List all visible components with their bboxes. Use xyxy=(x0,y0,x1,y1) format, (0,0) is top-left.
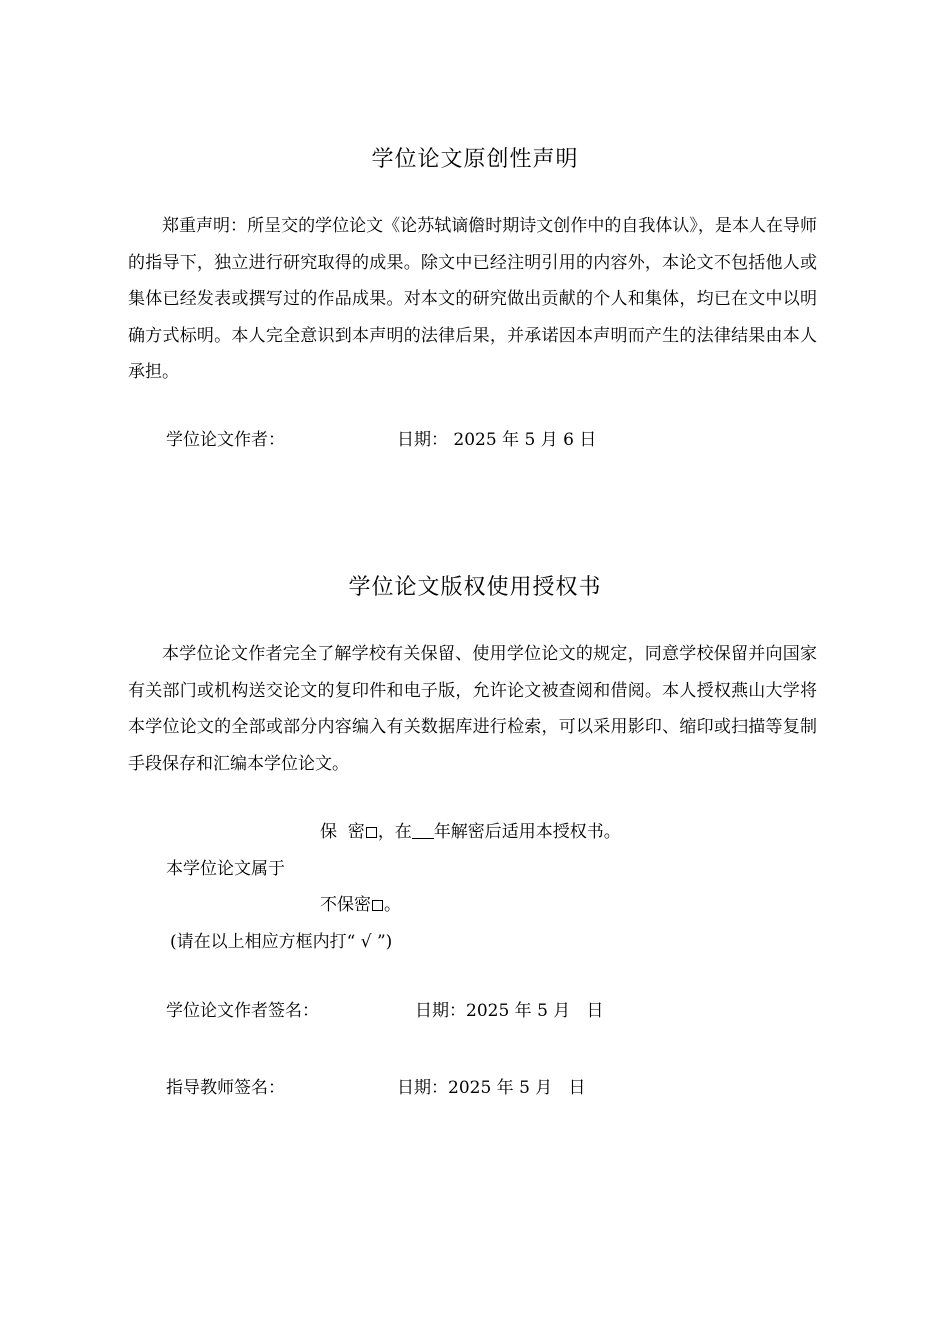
non-secret-checkbox[interactable] xyxy=(372,900,383,911)
declaration-body: 郑重声明：所呈交的学位论文《论苏轼谪儋时期诗文创作中的自我体认》，是本人在导师的指导下，独立进行研究取得的成果。除文中已经注明引用的内容外，本论文不包括他人或集体已经发表或撰写过的作品成果。对本文的研究做出贡献的个人和集体，均已在文中以明确方式标明。本人完全意识到本声明的法律后果，并承诺因本声明而产生的法律结果由本人承担。 xyxy=(128,216,817,382)
secret-option-line xyxy=(320,820,621,844)
authorization-title: 学位论文版权使用授权书 xyxy=(348,575,602,600)
secret-checkbox[interactable] xyxy=(366,827,377,838)
secret-suffix-a: ，在 xyxy=(377,822,412,842)
authorization-body: 本学位论文作者完全了解学校有关保留、使用学位论文的规定，同意学校保留并向国家有关部门或机构送交论文的复印件和电子版，允许论文被查阅和借阅。本人授权燕山大学将本学位论文的全部或部分内容编入有关数据库进行检索，可以采用影印、缩印或扫描等复制手段保存和汇编本学位论文。 xyxy=(128,644,817,774)
declaration-title: 学位论文原创性声明 xyxy=(371,147,579,172)
secret-label: 保 密 xyxy=(320,822,365,842)
checkmark-instruction: (请在以上相应方框内打“ √ ”) xyxy=(170,932,393,952)
non-secret-option-line xyxy=(320,893,401,917)
non-secret-suffix: 。 xyxy=(384,895,401,915)
author-sign-label: 学位论文作者签名： xyxy=(166,1001,319,1021)
declaration-date: 日期： 2025 年 5 月 6 日 xyxy=(397,430,597,450)
advisor-sign-date: 日期：2025 年 5 月 日 xyxy=(397,1078,586,1098)
belongs-label: 本学位论文属于 xyxy=(166,859,285,879)
declaration-author-label: 学位论文作者： xyxy=(166,430,285,450)
decrypt-years-blank[interactable] xyxy=(412,823,434,839)
advisor-sign-label: 指导教师签名： xyxy=(166,1078,285,1098)
author-sign-date: 日期：2025 年 5 月 日 xyxy=(415,1001,604,1021)
secret-suffix-b: 年解密后适用本授权书。 xyxy=(433,822,621,842)
non-secret-label: 不保密 xyxy=(320,895,371,915)
